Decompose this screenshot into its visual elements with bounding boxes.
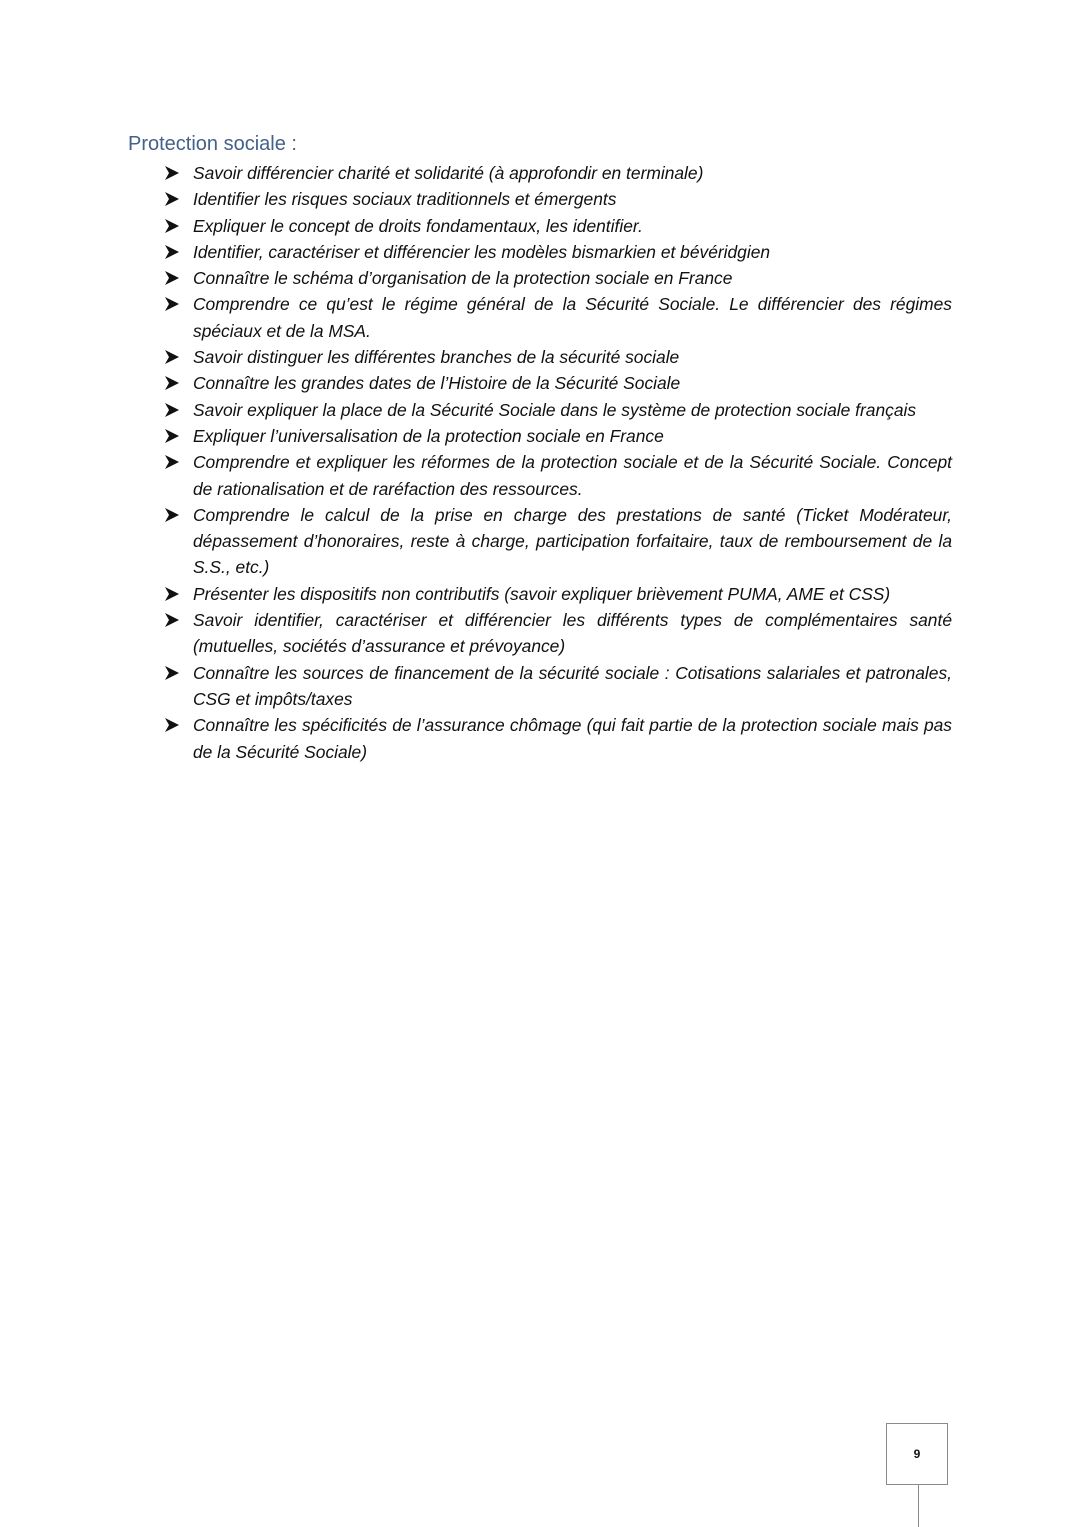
page-number: 9 (913, 1447, 921, 1461)
list-item-text: Expliquer l’universalisation de la protection sociale en France (193, 425, 664, 446)
list-item (164, 344, 952, 370)
arrowhead-bullet-icon (164, 449, 182, 475)
list-item-text: Savoir expliquer la place de la Sécurité Sociale dans le système de protection sociale français (193, 399, 917, 420)
list-item (164, 186, 952, 212)
list-item (164, 607, 952, 660)
arrowhead-bullet-icon (164, 660, 182, 686)
list-item-text: Connaître les spécificités de l’assurance chômage (qui fait partie de la protection sociale mais pas de la Sécurité Sociale) (193, 715, 952, 762)
list-item (164, 370, 952, 396)
list-item-text: Comprendre le calcul de la prise en charge des prestations de santé (Ticket Modérateur, dépassement d’honoraires, reste à charge, participation forfaitaire, taux de remboursement de la S.S., etc.) (193, 504, 952, 578)
arrowhead-bullet-icon (164, 213, 182, 239)
list-item (164, 660, 952, 713)
list-item-text: Expliquer le concept de droits fondamentaux, les identifier. (193, 215, 643, 236)
list-item (164, 581, 952, 607)
list-item (164, 160, 952, 186)
list-item-text: Savoir identifier, caractériser et différencier les différents types de complémentaires santé (mutuelles, sociétés d’assurance et prévoyance) (193, 610, 952, 657)
list-item-text: Connaître les sources de financement de la sécurité sociale : Cotisations salariales et patronales, CSG et impôts/taxes (193, 662, 952, 709)
arrowhead-bullet-icon (164, 370, 182, 396)
list-item (164, 397, 952, 423)
list-item-text: Connaître le schéma d’organisation de la protection sociale en France (193, 268, 733, 289)
list-item-text: Savoir distinguer les différentes branches de la sécurité sociale (193, 347, 680, 368)
list-item-text: Identifier, caractériser et différencier les modèles bismarkien et bévéridgien (193, 241, 771, 262)
arrowhead-bullet-icon (164, 265, 182, 291)
list-item (164, 502, 952, 581)
arrowhead-bullet-icon (164, 607, 182, 633)
list-item (164, 291, 952, 344)
list-item (164, 712, 952, 765)
list-item (164, 265, 952, 291)
page-number-box (886, 1423, 948, 1485)
list-item-text: Comprendre et expliquer les réformes de la protection sociale et de la Sécurité Sociale. Concept de rationalisation et de raréfaction des ressources. (193, 452, 952, 499)
section-title: Protection sociale : (128, 133, 297, 155)
list-item-text: Identifier les risques sociaux traditionnels et émergents (193, 189, 617, 210)
page-number-stem (918, 1485, 919, 1527)
arrowhead-bullet-icon (164, 344, 182, 370)
objectives-list (164, 160, 952, 765)
list-item (164, 423, 952, 449)
arrowhead-bullet-icon (164, 239, 182, 265)
list-item-text: Comprendre ce qu’est le régime général de la Sécurité Sociale. Le différencier des régimes spéciaux et de la MSA. (193, 294, 952, 341)
arrowhead-bullet-icon (164, 160, 182, 186)
list-item-text: Connaître les grandes dates de l’Histoire de la Sécurité Sociale (193, 373, 681, 394)
list-item (164, 239, 952, 265)
arrowhead-bullet-icon (164, 712, 182, 738)
list-item-text: Savoir différencier charité et solidarité (à approfondir en terminale) (193, 163, 704, 183)
arrowhead-bullet-icon (164, 186, 182, 212)
list-item (164, 449, 952, 502)
list-item-text: Présenter les dispositifs non contributifs (savoir expliquer brièvement PUMA, AME et CSS) (193, 583, 891, 604)
arrowhead-bullet-icon (164, 502, 182, 528)
list-item (164, 213, 952, 239)
arrowhead-bullet-icon (164, 397, 182, 423)
arrowhead-bullet-icon (164, 581, 182, 607)
arrowhead-bullet-icon (164, 291, 182, 317)
arrowhead-bullet-icon (164, 423, 182, 449)
